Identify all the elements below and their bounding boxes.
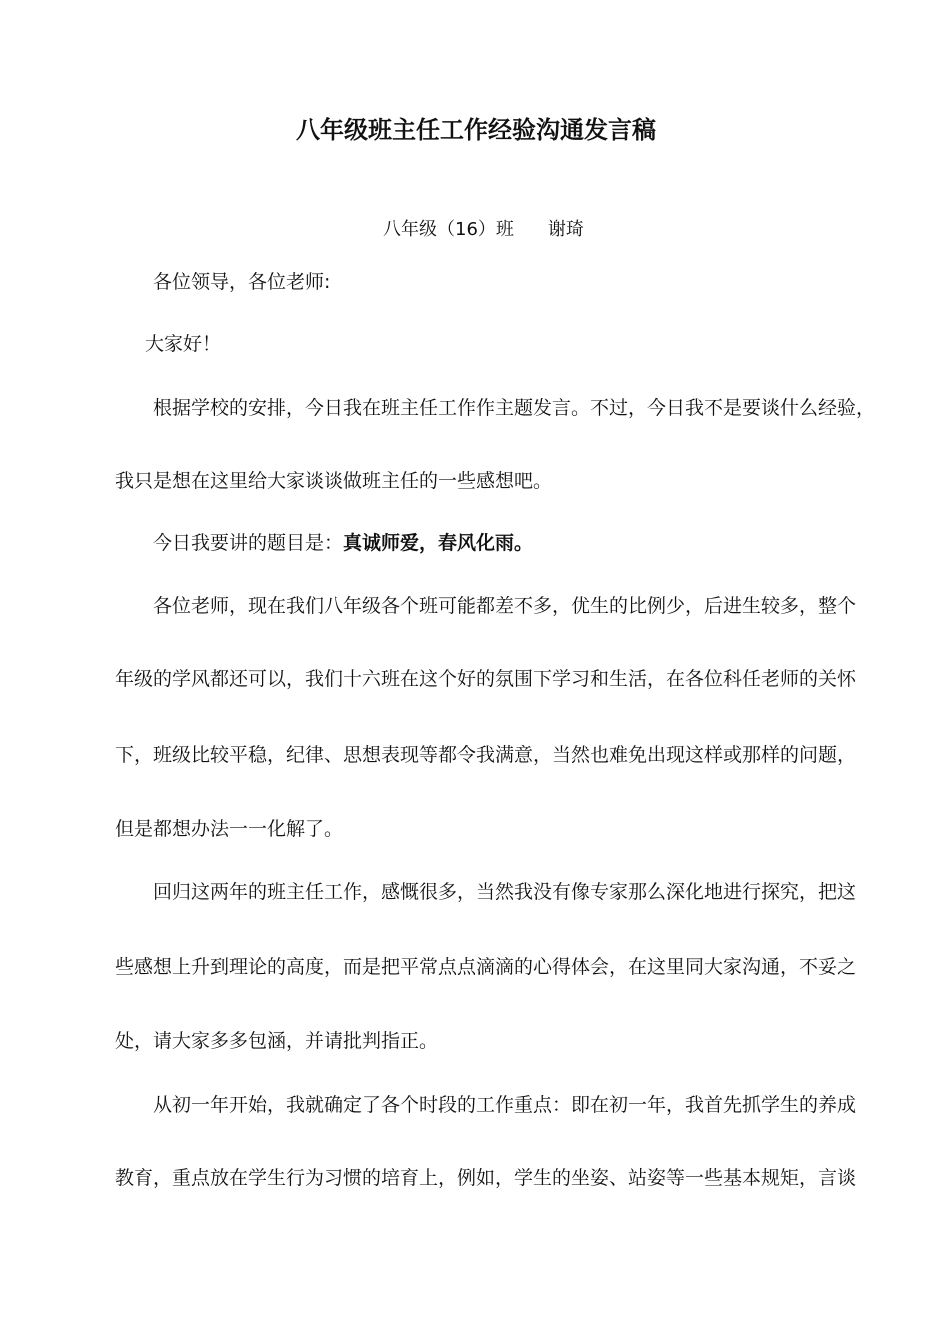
body-line: 各位老师，现在我们八年级各个班可能都差不多，优生的比例少，后进生较多，整个 bbox=[153, 595, 857, 617]
body-line: 但是都想办法一一化解了。 bbox=[115, 818, 344, 840]
byline bbox=[383, 218, 584, 242]
byline-author: 谢琦 bbox=[547, 219, 584, 240]
body-line: 教育，重点放在学生行为习惯的培育上，例如，学生的坐姿、站姿等一些基本规矩，言谈 bbox=[115, 1167, 857, 1189]
body-line: 从初一年开始，我就确定了各个时段的工作重点：即在初一年，我首先抓学生的养成 bbox=[153, 1094, 857, 1116]
body-line: 根据学校的安排，今日我在班主任工作作主题发言。不过，今日我不是要谈什么经验， bbox=[153, 397, 876, 419]
body-line: 我只是想在这里给大家谈谈做班主任的一些感想吧。 bbox=[115, 470, 553, 492]
body-line: 处，请大家多多包涵，并请批判指正。 bbox=[115, 1030, 439, 1052]
document-title: 八年级班主任工作经验沟通发言稿 bbox=[296, 116, 656, 144]
topic-line bbox=[153, 531, 533, 555]
greeting: 各位领导，各位老师: bbox=[153, 271, 331, 293]
topic-emphasis: 真诚师爱，春风化雨。 bbox=[343, 532, 534, 554]
byline-class: 八年级（16）班 bbox=[383, 219, 514, 240]
topic-prefix: 今日我要讲的题目是： bbox=[153, 532, 344, 554]
body-line: 回归这两年的班主任工作，感慨很多，当然我没有像专家那么深化地进行探究，把这 bbox=[153, 881, 857, 903]
hello: 大家好！ bbox=[145, 333, 222, 355]
body-line: 下，班级比较平稳，纪律、思想表现等都令我满意，当然也难免出现这样或那样的问题， bbox=[115, 744, 857, 766]
body-line: 年级的学风都还可以，我们十六班在这个好的氛围下学习和生活，在各位科任老师的关怀 bbox=[115, 668, 857, 690]
body-line: 些感想上升到理论的高度，而是把平常点点滴滴的心得体会，在这里同大家沟通，不妥之 bbox=[115, 956, 857, 978]
